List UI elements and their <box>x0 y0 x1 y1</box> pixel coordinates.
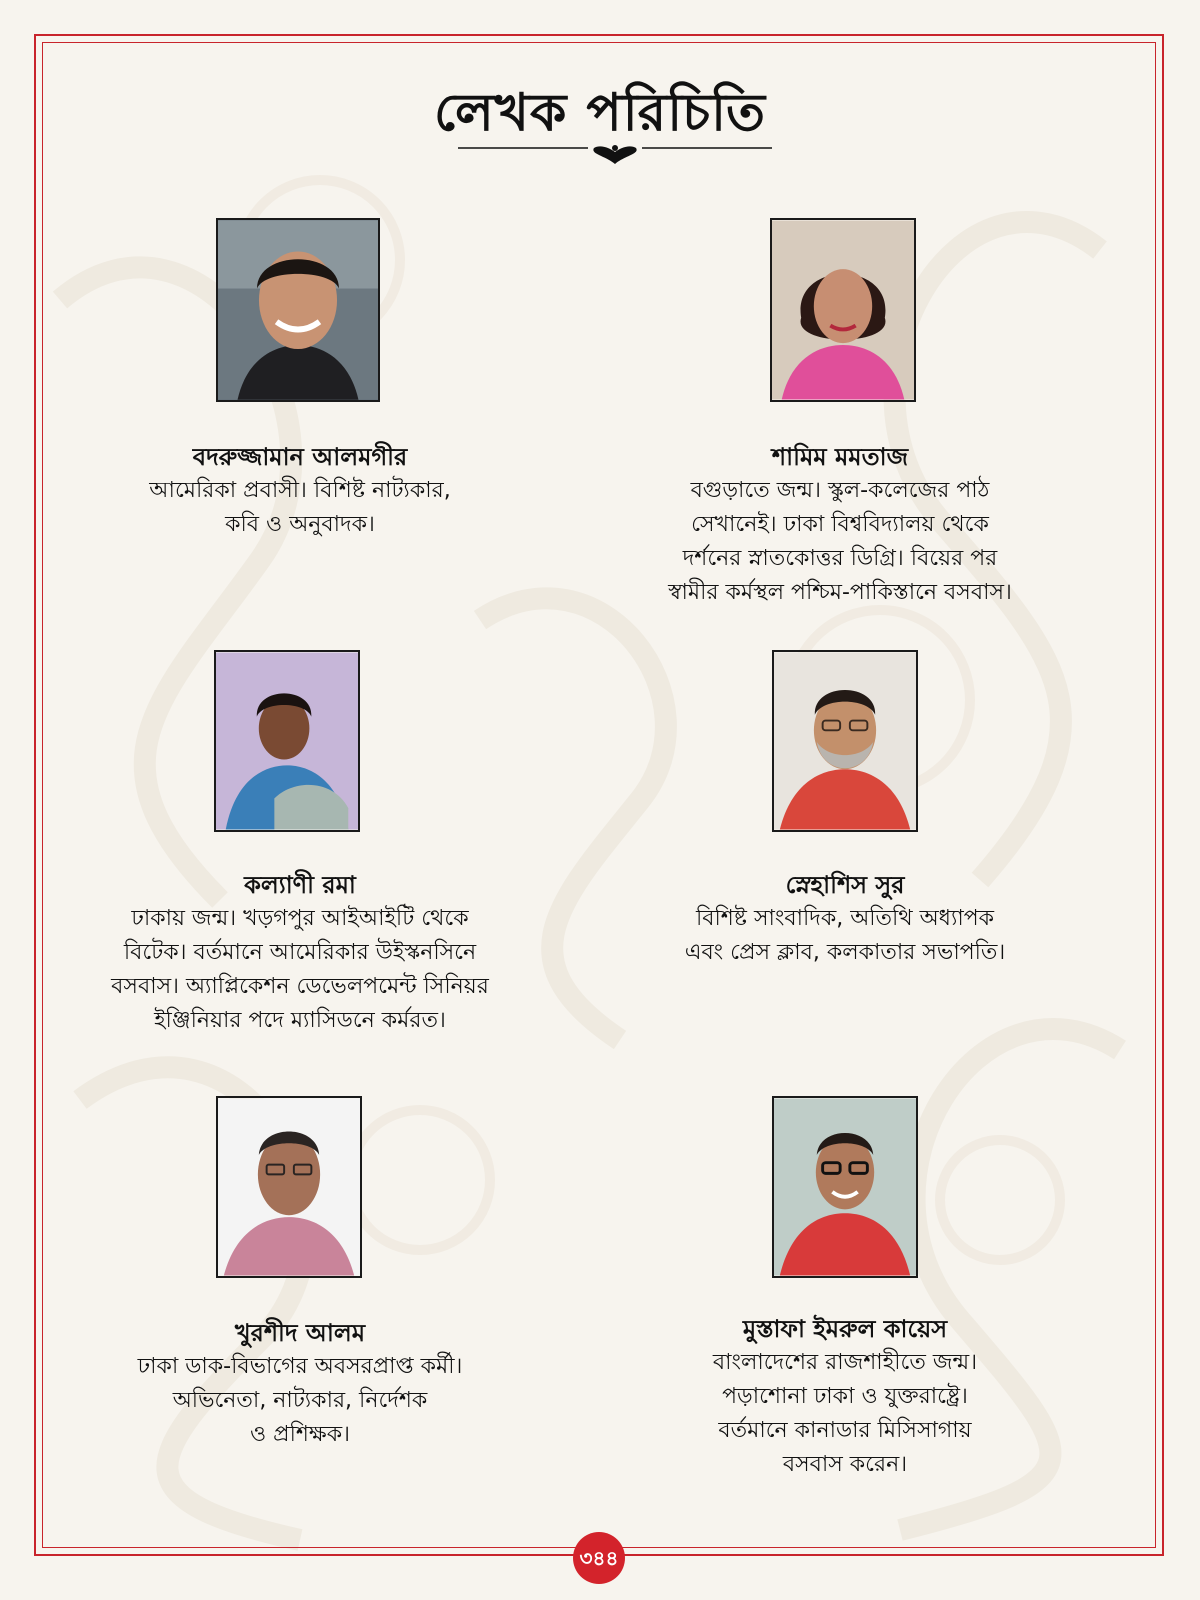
portrait-illustration <box>774 652 916 830</box>
portrait-illustration <box>218 220 378 400</box>
bio-line: বসবাস করেন। <box>782 1452 908 1477</box>
page-number-badge: ৩৪৪ <box>573 1532 625 1584</box>
author-photo <box>772 1096 918 1278</box>
bio-line: ও প্রশিক্ষক। <box>250 1422 350 1447</box>
author-bio <box>60 902 540 1038</box>
author-bio <box>70 1350 530 1452</box>
title-ornament <box>458 142 772 168</box>
author-photo <box>216 1096 362 1278</box>
author-name: স্নেহাশিস সুর <box>785 871 905 899</box>
bio-line: অভিনেতা, নাট্যকার, নির্দেশক <box>172 1388 428 1413</box>
bio-line: বিটেক। বর্তমানে আমেরিকার উইস্কনসিনে <box>123 940 477 965</box>
bio-line: স্বামীর কর্মস্থল পশ্চিম-পাকিস্তানে বসবাস। <box>668 580 1012 605</box>
bio-line: ইঞ্জিনিয়ার পদে ম্যাসিডনে কর্মরত। <box>154 1008 446 1033</box>
bio-line: বাংলাদেশের রাজশাহীতে জন্ম। <box>712 1350 978 1375</box>
author-photo <box>770 218 916 402</box>
author-name: কল্যাণী রমা <box>244 871 356 899</box>
bio-line: পড়াশোনা ঢাকা ও যুক্তরাষ্ট্রে। <box>722 1384 968 1409</box>
bio-line: ঢাকা ডাক-বিভাগের অবসরপ্রাপ্ত কর্মী। <box>137 1354 463 1379</box>
bio-line: বসবাস। অ্যাপ্লিকেশন ডেভেলপমেন্ট সিনিয়র <box>111 974 489 999</box>
portrait-illustration <box>218 1098 360 1276</box>
author-name: শামিম মমতাজ <box>771 443 909 471</box>
author-bio <box>610 474 1070 610</box>
bio-line: এবং প্রেস ক্লাব, কলকাতার সভাপতি। <box>684 940 1006 965</box>
bio-line: বগুড়াতে জন্ম। স্কুল-কলেজের পাঠ <box>690 478 990 503</box>
author-name: বদরুজ্জামান আলমগীর <box>192 443 408 471</box>
bio-line: আমেরিকা প্রবাসী। বিশিষ্ট নাট্যকার, <box>149 478 451 503</box>
author-photo <box>214 650 360 832</box>
author-name: মুস্তাফা ইমরুল কায়েস <box>742 1315 948 1343</box>
bio-line: বর্তমানে কানাডার মিসিসাগায় <box>718 1418 972 1443</box>
author-bio <box>620 902 1070 970</box>
portrait-illustration <box>772 220 914 400</box>
page-title: লেখক পরিচিতি <box>433 83 767 143</box>
author-name: খুরশীদ আলম <box>234 1319 366 1347</box>
portrait-illustration <box>216 652 358 830</box>
author-photo <box>772 650 918 832</box>
author-bio <box>620 1346 1070 1482</box>
bio-line: ঢাকায় জন্ম। খড়গপুর আইআইটি থেকে <box>131 906 469 931</box>
author-photo <box>216 218 380 402</box>
bio-line: দর্শনের স্নাতকোত্তর ডিগ্রি। বিয়ের পর <box>682 546 998 571</box>
bio-line: বিশিষ্ট সাংবাদিক, অতিথি অধ্যাপক <box>695 906 995 931</box>
bio-line: কবি ও অনুবাদক। <box>225 512 375 537</box>
bio-line: সেখানেই। ঢাকা বিশ্ববিদ্যালয় থেকে <box>691 512 989 537</box>
author-bio <box>70 474 530 542</box>
portrait-illustration <box>774 1098 916 1276</box>
